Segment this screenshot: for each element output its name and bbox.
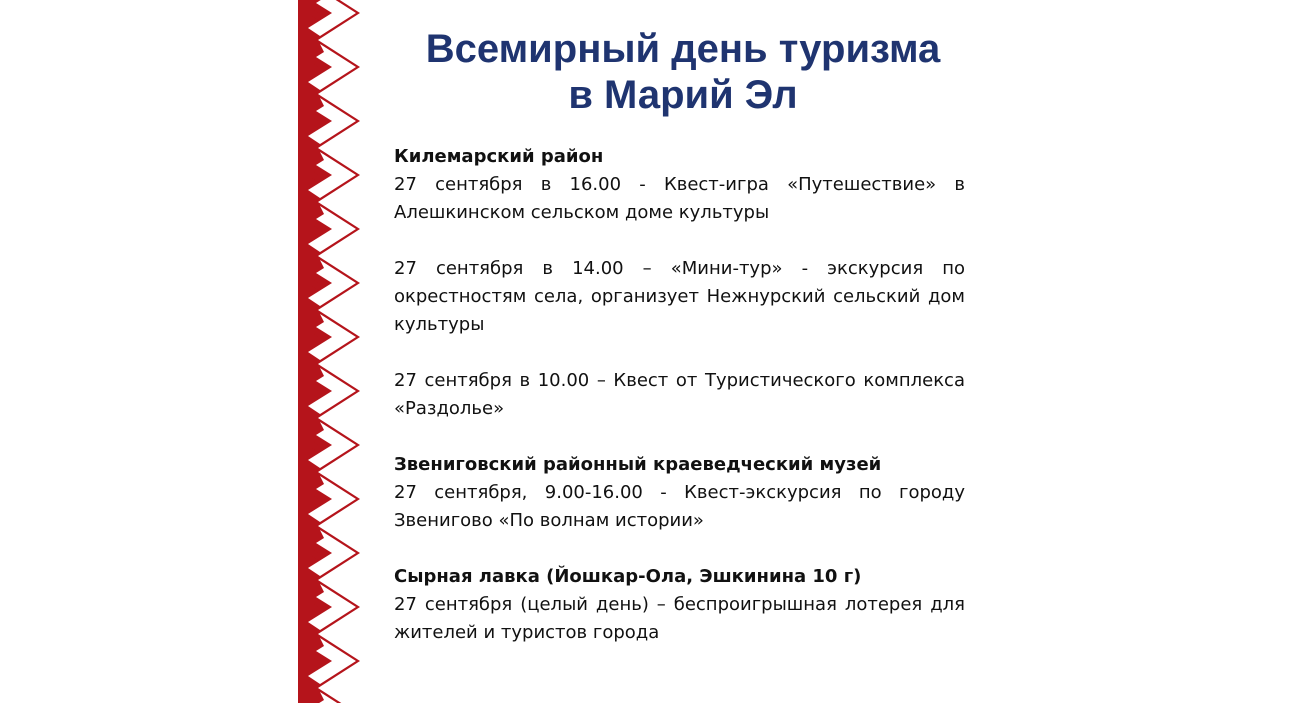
section-heading: Сырная лавка (Йошкар-Ола, Эшкинина 10 г) xyxy=(394,566,862,587)
title-line-2: в Марий Эл xyxy=(568,73,798,117)
page-title xyxy=(388,26,978,118)
event-text: 27 сентября (целый день) – беспроигрышная лотерея для жителей и туристов города xyxy=(394,594,965,643)
event-block-zvenigovo xyxy=(394,451,965,535)
title-line-1: Всемирный день туризма xyxy=(425,27,941,71)
slide xyxy=(298,0,1002,703)
event-block-cheese-shop xyxy=(394,563,965,647)
event-block-kilemary xyxy=(394,143,965,227)
event-block-razdolye xyxy=(394,367,965,423)
event-block-mini-tour xyxy=(394,255,965,339)
event-text: 27 сентября в 16.00 - Квест-игра «Путешествие» в Алешкинском сельском доме культуры xyxy=(394,174,965,223)
event-text: 27 сентября в 14.00 – «Мини-тур» - экскурсия по окрестностям села, организует Нежнурский сельский дом культуры xyxy=(394,258,965,335)
event-list xyxy=(394,143,965,647)
section-heading: Килемарский район xyxy=(394,146,604,167)
event-text: 27 сентября, 9.00-16.00 - Квест-экскурсия по городу Звенигово «По волнам истории» xyxy=(394,482,965,531)
section-heading: Звениговский районный краеведческий музей xyxy=(394,454,882,475)
mari-pattern-icon xyxy=(298,0,370,703)
event-text: 27 сентября в 10.00 – Квест от Туристического комплекса «Раздолье» xyxy=(394,370,965,419)
